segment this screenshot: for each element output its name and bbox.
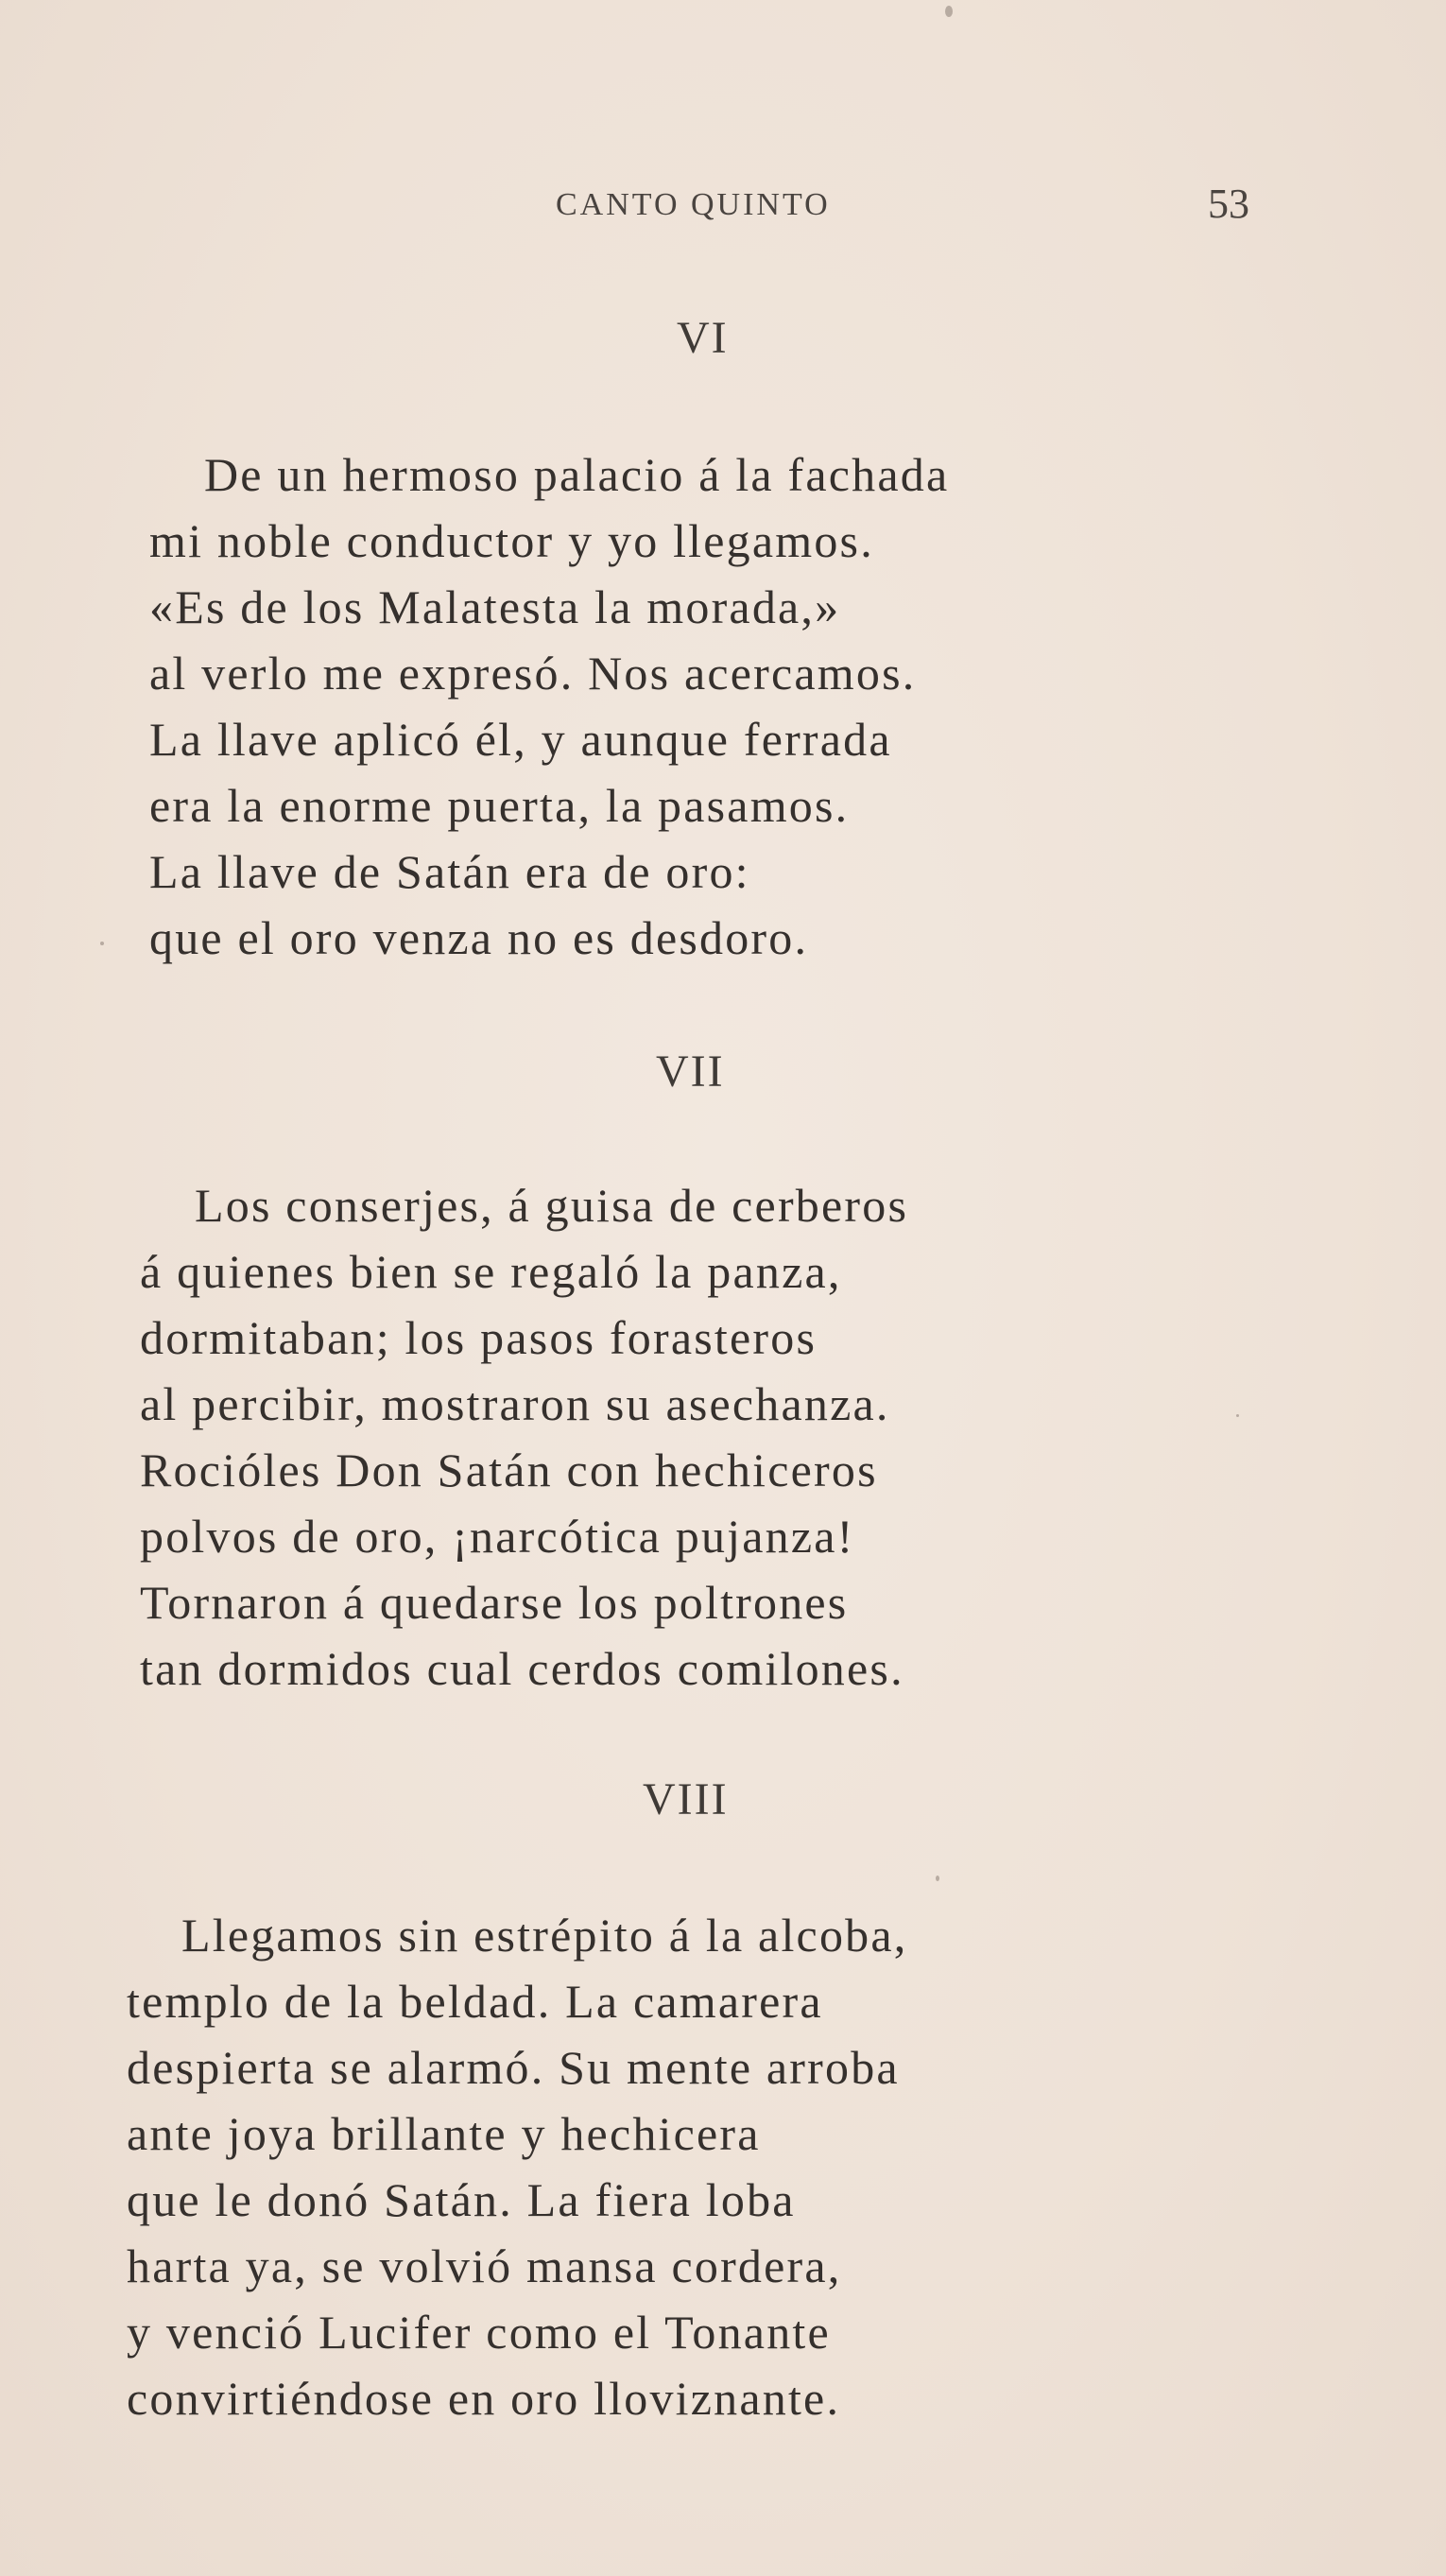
verse-line: La llave aplicó él, y aunque ferrada — [149, 713, 892, 766]
stanza-numeral-vi: VI — [677, 313, 729, 363]
verse-line: Rocióles Don Satán con hechiceros — [140, 1444, 878, 1496]
verse-line: De un hermoso palacio á la fachada — [204, 448, 950, 501]
page-number: 53 — [1208, 181, 1249, 227]
verse-line: Tornaron á quedarse los poltrones — [140, 1576, 849, 1629]
verse-line: templo de la beldad. La camarera — [127, 1975, 823, 2028]
verse-line: Llegamos sin estrépito á la alcoba, — [181, 1909, 908, 1962]
verse-line: y venció Lucifer como el Tonante — [127, 2306, 831, 2359]
stanza-vi — [149, 441, 949, 971]
verse-line: al percibir, mostraron su asechanza. — [140, 1377, 890, 1430]
running-head: CANTO QUINTO — [556, 187, 831, 222]
verse-line: ante joya brillante y hechicera — [127, 2107, 761, 2160]
stanza-viii — [127, 1902, 907, 2431]
verse-line: que le donó Satán. La fiera loba — [127, 2173, 796, 2226]
verse-line: «Es de los Malatesta la morada,» — [149, 580, 841, 633]
paper-speck — [100, 942, 104, 945]
verse-line: era la enorme puerta, la pasamos. — [149, 779, 850, 832]
verse-line: La llave de Satán era de oro: — [149, 845, 750, 898]
verse-line: dormitaban; los pasos forasteros — [140, 1311, 818, 1364]
verse-line: convirtiéndose en oro lloviznante. — [127, 2372, 841, 2425]
verse-line: Los conserjes, á guisa de cerberos — [195, 1179, 909, 1232]
verse-line: al verlo me expresó. Nos acercamos. — [149, 647, 917, 700]
verse-line: polvos de oro, ¡narcótica pujanza! — [140, 1510, 855, 1563]
stanza-vii — [140, 1172, 908, 1702]
verse-line: harta ya, se volvió mansa cordera, — [127, 2239, 842, 2292]
verse-line: á quienes bien se regaló la panza, — [140, 1245, 842, 1298]
paper-speck — [945, 6, 953, 17]
verse-line: tan dormidos cual cerdos comilones. — [140, 1642, 904, 1695]
paper-speck — [1236, 1414, 1239, 1417]
stanza-numeral-viii: VIII — [643, 1774, 729, 1824]
verse-line: despierta se alarmó. Su mente arroba — [127, 2041, 900, 2094]
verse-line: que el oro venza no es desdoro. — [149, 911, 809, 964]
stanza-numeral-vii: VII — [656, 1046, 725, 1097]
paper-speck — [936, 1876, 939, 1881]
verse-line: mi noble conductor y yo llegamos. — [149, 514, 874, 567]
